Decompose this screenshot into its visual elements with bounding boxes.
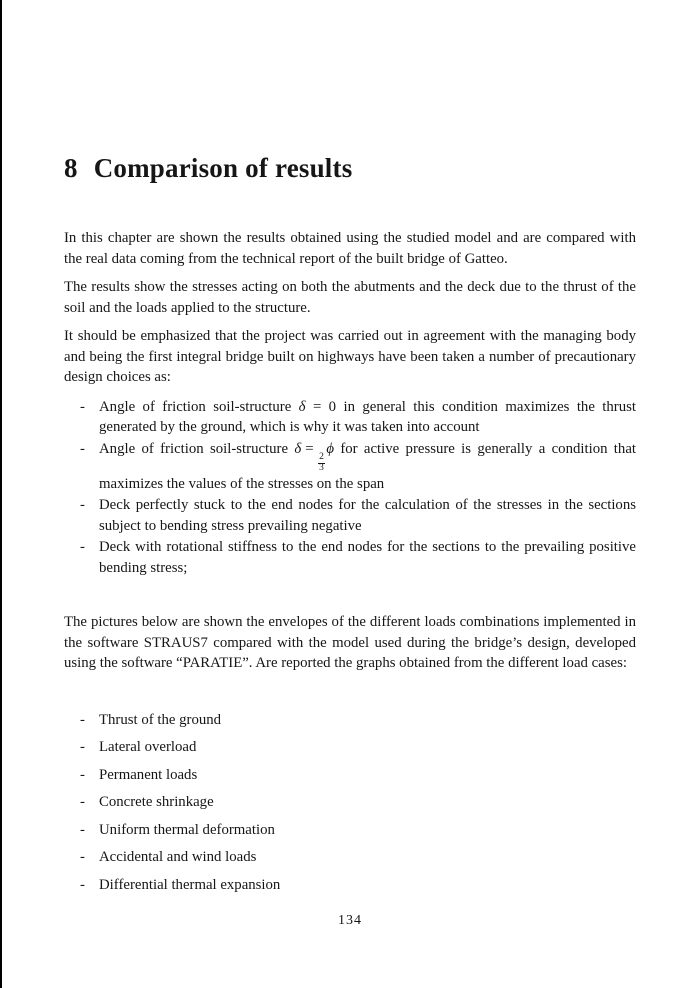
choice-text-after: for active pressure is generally a condition that maximizes the values of the stresses on the span xyxy=(99,440,636,492)
list-item-text: Deck perfectly stuck to the end nodes for the calculation of the stresses in the sections subject to bending stress prevailing negative xyxy=(99,497,636,534)
bullet-dash: - xyxy=(80,876,85,893)
chapter-title: Comparison of results xyxy=(93,153,353,183)
list-item-text: Permanent loads xyxy=(99,766,198,783)
fraction-numerator: 2 xyxy=(319,451,324,462)
scan-edge-line xyxy=(0,0,2,988)
bullet-dash: - xyxy=(80,398,85,415)
bullet-dash: - xyxy=(80,497,85,514)
list-item-text: Accidental and wind loads xyxy=(99,849,257,866)
phi-symbol: ϕ xyxy=(326,440,335,457)
list-item-deck-stuck-nodes xyxy=(80,495,636,536)
list-item-thrust-ground xyxy=(80,710,636,731)
equals-sign: = xyxy=(305,440,314,457)
list-item-concrete-shrinkage xyxy=(80,792,636,813)
list-item-text xyxy=(99,397,636,438)
list-item-differential-thermal xyxy=(80,875,636,896)
list-item-deck-rotational-stiffness xyxy=(80,537,636,578)
page-content xyxy=(0,152,700,895)
list-item-uniform-thermal xyxy=(80,820,636,841)
list-item-text: Lateral overload xyxy=(99,739,197,756)
chapter-number: 8 xyxy=(64,153,78,183)
fraction-two-thirds xyxy=(318,453,326,474)
choice-text-after: = 0 in general this condition maximizes the thrust generated by the ground, which is why it was taken into account xyxy=(99,398,636,435)
bullet-dash: - xyxy=(80,766,85,783)
paragraph-design-choices-intro: It should be emphasized that the project was carried out in agreement with the managing body and being the first integral bridge built on highways have been taken a number of precautionary design choices as: xyxy=(64,328,636,385)
bullet-dash: - xyxy=(80,440,85,457)
paragraph-intro: In this chapter are shown the results obtained using the studied model and are compared with the real data coming from the technical report of the built bridge of Gatteo. xyxy=(64,230,636,267)
fraction-denominator: 3 xyxy=(319,463,324,474)
load-cases-list xyxy=(64,710,636,896)
page-footer xyxy=(0,913,700,929)
list-item-friction-angle-two-thirds xyxy=(80,439,636,495)
delta-symbol: δ xyxy=(298,398,306,415)
bullet-dash: - xyxy=(80,849,85,866)
paragraph-results: The results show the stresses acting on both the abutments and the deck due to the thrust of the soil and the loads applied to the structure. xyxy=(64,279,636,316)
chapter-heading xyxy=(64,152,636,184)
list-item-text: Uniform thermal deformation xyxy=(99,821,275,838)
bullet-dash: - xyxy=(80,711,85,728)
list-item-lateral-overload xyxy=(80,737,636,758)
list-item-text: Differential thermal expansion xyxy=(99,876,281,893)
delta-symbol: δ xyxy=(294,440,302,457)
list-item-text: Deck with rotational stiffness to the end nodes for the sections to the prevailing positive bending stress; xyxy=(99,539,636,576)
list-item-text xyxy=(99,439,636,495)
bullet-dash: - xyxy=(80,739,85,756)
choice-text-before: Angle of friction soil-structure xyxy=(99,398,299,415)
paragraph-envelopes: The pictures below are shown the envelopes of the different loads combinations implemented in the software STRAUS7 compared with the model used during the bridge’s design, developed using the software “PARATIE”. Are reported the graphs obtained from the different load cases: xyxy=(64,614,636,672)
list-item-friction-angle-zero xyxy=(80,397,636,438)
list-item-text: Concrete shrinkage xyxy=(99,794,214,811)
list-item-accidental-wind xyxy=(80,847,636,868)
list-item-permanent-loads xyxy=(80,765,636,786)
bullet-dash: - xyxy=(80,539,85,556)
list-item-text: Thrust of the ground xyxy=(99,711,222,728)
bullet-dash: - xyxy=(80,794,85,811)
design-choices-list xyxy=(64,397,636,579)
bullet-dash: - xyxy=(80,821,85,838)
choice-text-before: Angle of friction soil-structure xyxy=(99,440,295,457)
page-number: 134 xyxy=(338,913,362,928)
